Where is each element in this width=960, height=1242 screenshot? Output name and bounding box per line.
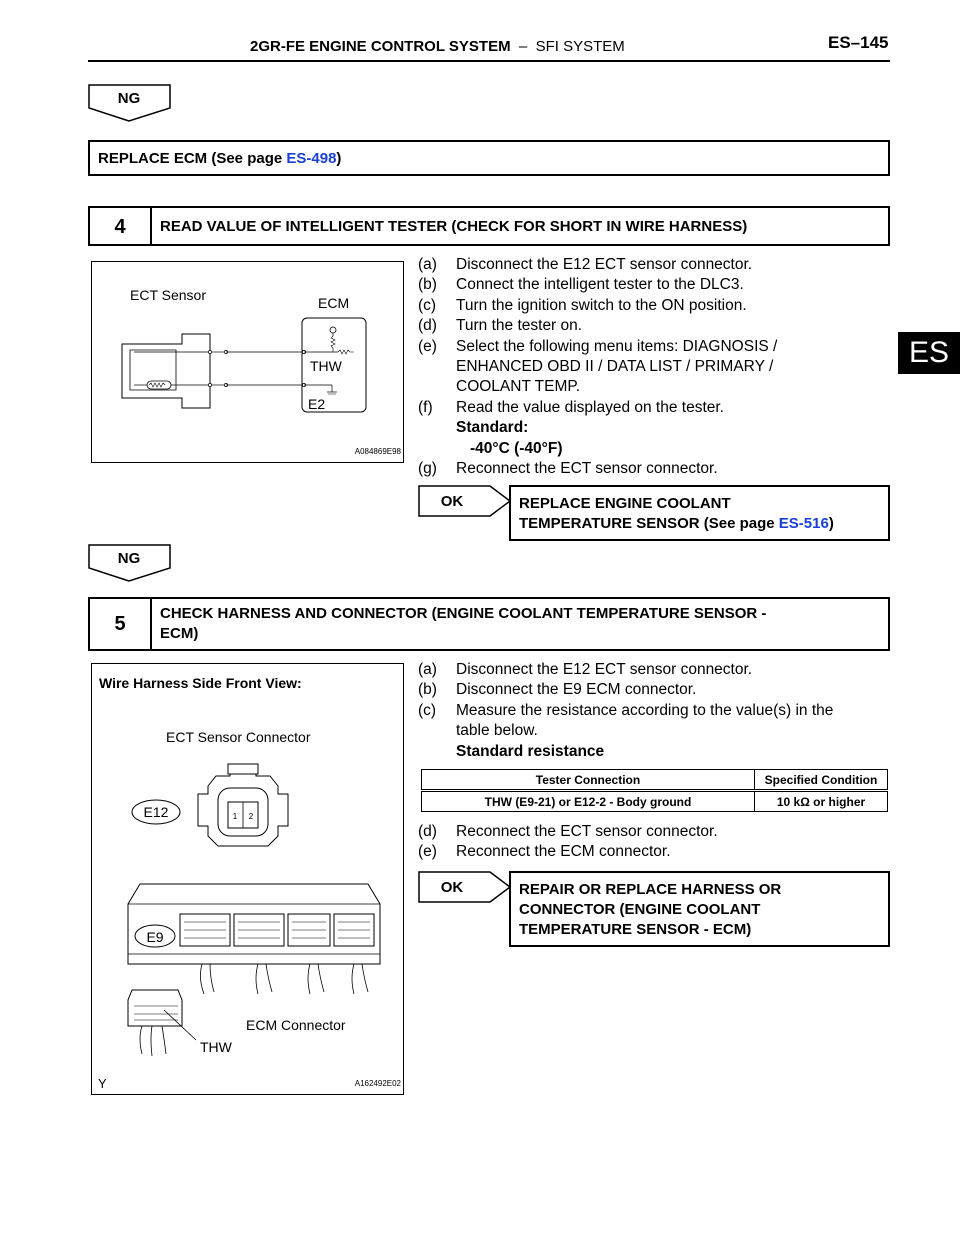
table-header-cell: Specified Condition xyxy=(755,770,888,791)
ect-sensor-connector-label: ECT Sensor Connector xyxy=(166,729,311,745)
procedure-step-text: Disconnect the E9 ECM connector. xyxy=(456,681,697,699)
repair-harness-box xyxy=(509,871,890,947)
replace-ecm-text: REPLACE ECM (See page ES-498) xyxy=(98,150,342,167)
ect-circuit-svg xyxy=(92,262,403,462)
harness-connector-diagram xyxy=(91,663,404,1095)
procedure-step-label: (a) xyxy=(418,661,437,678)
procedure-step-text: Turn the ignition switch to the ON position. xyxy=(456,296,747,314)
ok-arrow-1 xyxy=(418,485,512,519)
page-header-title xyxy=(250,38,625,55)
e2-terminal-label: E2 xyxy=(308,396,326,412)
procedure-step-text: Select the following menu items: DIAGNOSIS / xyxy=(456,337,778,355)
ok-arrow-2 xyxy=(418,871,512,905)
page-number: ES–145 xyxy=(828,33,889,52)
thw-terminal-label: THW xyxy=(310,358,342,374)
step-4-title: READ VALUE OF INTELLIGENT TESTER (CHECK FOR SHORT IN WIRE HARNESS) xyxy=(160,218,748,235)
step-4-standard-value: -40°C (-40°F) xyxy=(470,439,563,457)
thw-pin-label: THW xyxy=(200,1039,232,1055)
figure-id-a162492e02: A162492E02 xyxy=(354,1079,401,1088)
step-5-title: CHECK HARNESS AND CONNECTOR (ENGINE COOLANT TEMPERATURE SENSOR - ECM) xyxy=(160,605,767,642)
procedure-step xyxy=(418,275,898,295)
step-4-procedure xyxy=(418,255,898,479)
header-rule xyxy=(88,60,890,62)
y-label: Y xyxy=(98,1076,107,1091)
thermistor-icon xyxy=(147,381,171,389)
procedure-step-text: Measure the resistance according to the value(s) in the xyxy=(456,701,834,719)
procedure-step-label xyxy=(418,721,456,741)
procedure-step-label: (d) xyxy=(418,317,437,335)
ng-label-2: NG xyxy=(117,550,141,567)
procedure-step-text: Reconnect the ECT sensor connector. xyxy=(456,823,718,840)
procedure-step xyxy=(418,701,898,721)
procedure-step-label: (b) xyxy=(418,681,437,699)
ect-sensor-label: ECT Sensor xyxy=(130,287,206,303)
step-4-header xyxy=(88,206,890,246)
replace-ecm-box xyxy=(88,140,890,176)
ng-flag-2 xyxy=(88,544,172,582)
step-5-procedure xyxy=(418,660,898,762)
procedure-step-label: (f) xyxy=(418,398,433,416)
procedure-step-text: COOLANT TEMP. xyxy=(456,378,581,396)
pin-2-label: 2 xyxy=(248,812,254,821)
procedure-step xyxy=(418,296,898,316)
step-4-number: 4 xyxy=(114,216,126,238)
procedure-step-label xyxy=(418,377,456,397)
harness-connector-svg xyxy=(92,664,403,1094)
procedure-step-text: Turn the tester on. xyxy=(456,317,583,335)
step-4-divider xyxy=(150,208,152,244)
table-header-cell: Tester Connection xyxy=(422,770,755,791)
procedure-step-text: Connect the intelligent tester to the DLC3. xyxy=(456,276,744,294)
replace-ect-sensor-text: REPLACE ENGINE COOLANT TEMPERATURE SENSOR (See page ES-516) xyxy=(519,495,834,532)
table-cell: 10 kΩ or higher xyxy=(755,791,888,812)
ecm-label: ECM xyxy=(318,295,350,311)
step-4-list xyxy=(418,255,898,418)
procedure-step xyxy=(418,842,898,862)
ok-label-2: OK xyxy=(440,879,464,896)
procedure-step-text: Disconnect the E12 ECT sensor connector. xyxy=(456,256,753,273)
figure-id-a084869e98: A084869E98 xyxy=(354,447,401,456)
step-5-number: 5 xyxy=(114,613,126,635)
link-es-516[interactable]: ES-516 xyxy=(778,515,829,532)
table-row xyxy=(422,791,888,812)
procedure-step-text: table below. xyxy=(456,722,538,740)
header-title-bold: 2GR-FE ENGINE CONTROL SYSTEM xyxy=(250,38,511,55)
ect-connector-icon xyxy=(198,764,288,846)
ecm-e9-connector-detail xyxy=(128,990,196,1056)
procedure-step-label: (e) xyxy=(418,843,437,861)
step-5-list xyxy=(418,660,898,742)
procedure-step xyxy=(418,337,898,357)
procedure-step-text: Disconnect the E12 ECT sensor connector. xyxy=(456,661,753,678)
procedure-step xyxy=(418,822,898,842)
procedure-step xyxy=(418,316,898,336)
replace-ect-sensor-box xyxy=(509,485,890,541)
procedure-step-label: (a) xyxy=(418,256,437,273)
procedure-step xyxy=(418,721,898,741)
procedure-step-label: (c) xyxy=(418,701,437,719)
procedure-step xyxy=(418,398,898,418)
step-5-after-list xyxy=(418,822,898,863)
procedure-step xyxy=(418,255,898,275)
ecm-connector-icon xyxy=(128,884,380,994)
procedure-step-text: ENHANCED OBD II / DATA LIST / PRIMARY / xyxy=(456,358,774,376)
table-cell: THW (E9-21) or E12-2 - Body ground xyxy=(422,791,755,812)
link-es-498[interactable]: ES-498 xyxy=(286,150,337,167)
e12-label: E12 xyxy=(143,804,169,820)
procedure-step xyxy=(418,357,898,377)
procedure-step-label: (d) xyxy=(418,823,437,840)
header-title-rest: – SFI SYSTEM xyxy=(510,38,625,55)
resistance-table xyxy=(421,769,888,812)
e9-label: E9 xyxy=(146,929,164,945)
step-5-standard-label: Standard resistance xyxy=(456,742,605,760)
pin-1-label: 1 xyxy=(232,812,238,821)
procedure-step xyxy=(418,680,898,700)
ng-label-1: NG xyxy=(117,90,141,107)
procedure-step-label: (e) xyxy=(418,337,437,355)
ect-circuit-diagram xyxy=(91,261,404,463)
step-5-divider xyxy=(150,599,152,649)
step-5-header xyxy=(88,597,890,651)
table-header-row xyxy=(422,770,888,791)
step-5-after-procedure xyxy=(418,822,898,863)
step-4-last-step: (g) Reconnect the ECT sensor connector. xyxy=(418,460,718,478)
ng-flag-1 xyxy=(88,84,172,122)
procedure-step-text: Read the value displayed on the tester. xyxy=(456,398,724,416)
procedure-step-label xyxy=(418,357,456,377)
procedure-step-label: (b) xyxy=(418,276,437,294)
ok-label-1: OK xyxy=(440,493,464,510)
repair-harness-text: REPAIR OR REPLACE HARNESS OR CONNECTOR (ENGINE COOLANT TEMPERATURE SENSOR - ECM) xyxy=(519,881,782,938)
procedure-step xyxy=(418,660,898,680)
procedure-step-label: (c) xyxy=(418,296,437,314)
step-4-standard-label: Standard: xyxy=(456,419,529,437)
section-tab: ES xyxy=(898,332,960,374)
wire-harness-view-label: Wire Harness Side Front View: xyxy=(99,675,302,691)
procedure-step xyxy=(418,377,898,397)
procedure-step-text: Reconnect the ECM connector. xyxy=(456,843,671,861)
ecm-connector-label: ECM Connector xyxy=(246,1017,346,1033)
